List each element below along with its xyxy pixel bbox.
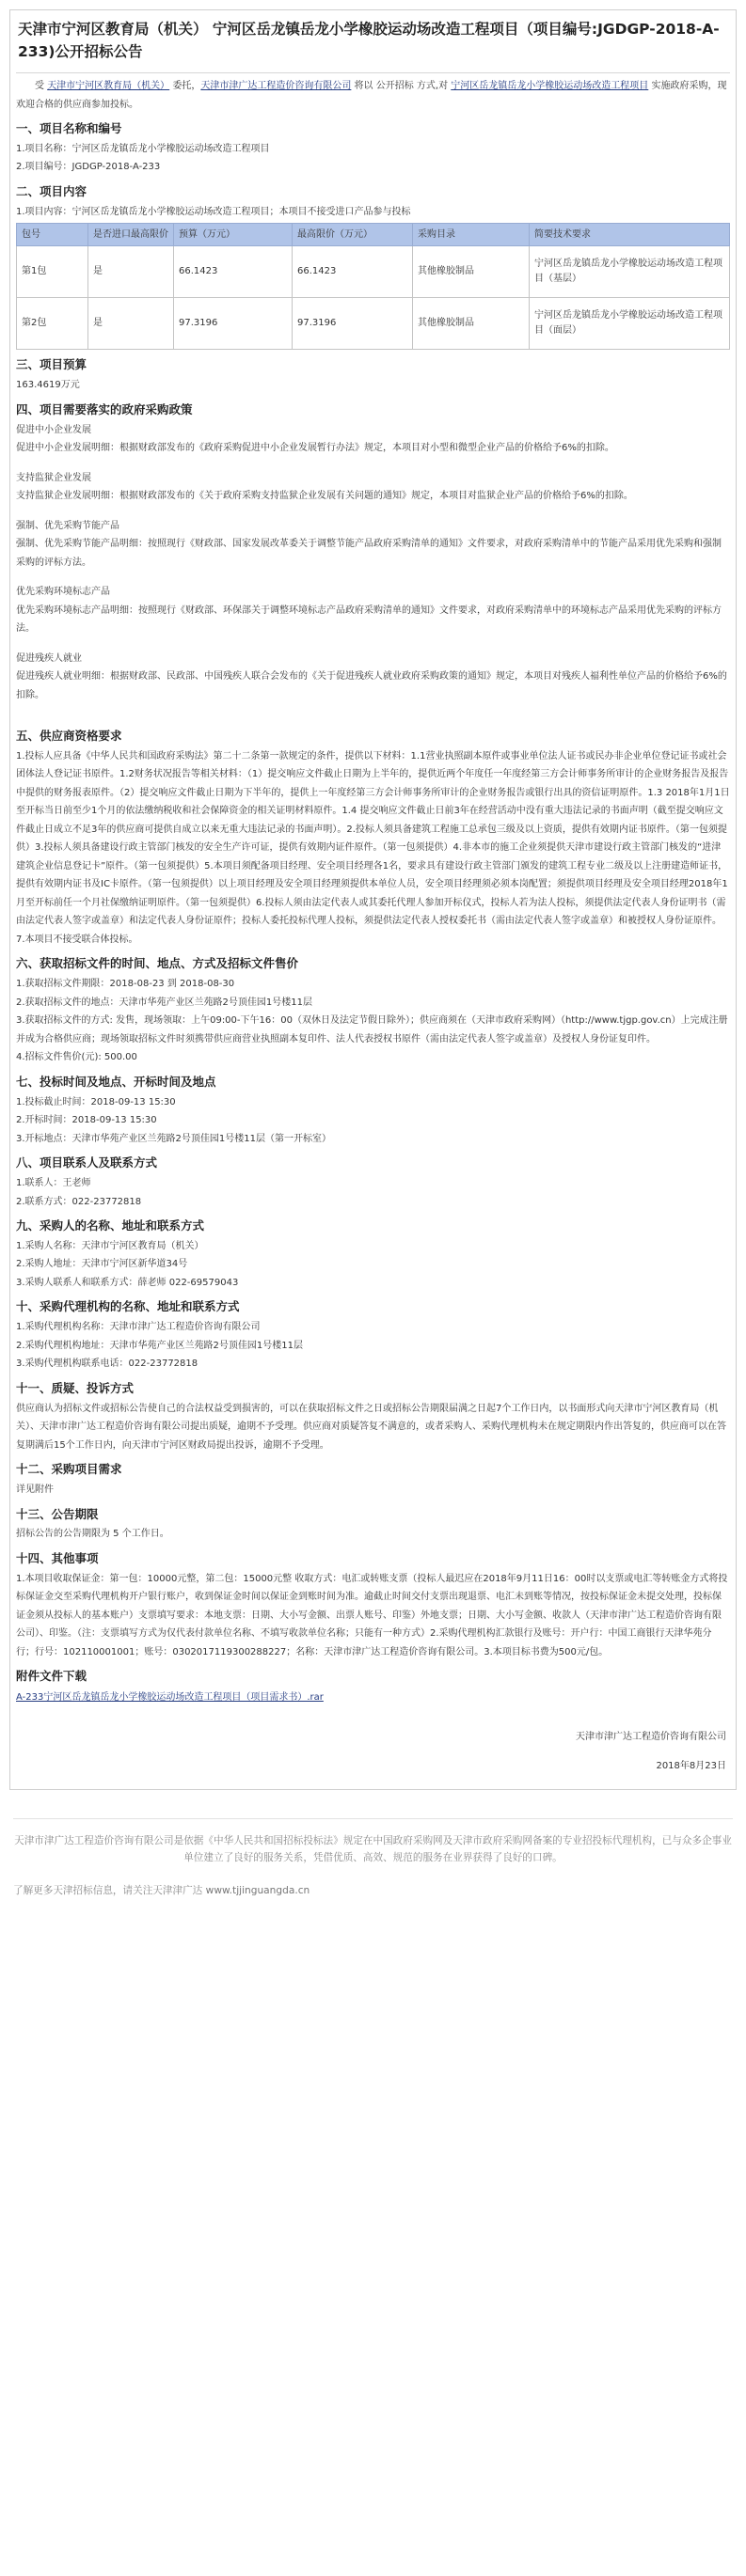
intro-text-4: 实施政府采购，现欢迎合格的供应商参加投标。: [16, 81, 727, 110]
footer-website-link[interactable]: www.tjjinguangda.cn: [205, 1884, 310, 1896]
signature-date: 2018年8月23日: [656, 1761, 726, 1772]
table-cell: 是: [88, 298, 174, 350]
policy-heading: 支持监狱企业发展: [16, 472, 91, 483]
table-cell: 其他橡胶制品: [413, 298, 530, 350]
intro-paragraph: [16, 77, 730, 114]
section-10-heading: 十、采购代理机构的名称、地址和联系方式: [16, 1299, 240, 1314]
policy-heading: 促进中小企业发展: [16, 424, 91, 435]
document-period-value: 2018-08-23 到 2018-08-30: [109, 979, 235, 990]
bid-opening-location-line: 3.开标地点：天津市华苑产业区兰苑路2号顶佳园1号楼11层（第一开标室）: [16, 1133, 331, 1144]
section-2-heading: 二、项目内容: [16, 183, 87, 198]
contact-phone-line: 2.联系方式：022-23772818: [16, 1196, 142, 1207]
budget-value: 163.4619万元: [16, 380, 80, 391]
purchaser-name-line: 1.采购人名称：天津市宁河区教育局（机关）: [16, 1240, 204, 1251]
intro-text-3: 将以 公开招标 方式,对: [351, 81, 452, 92]
section-6-heading: 六、获取招标文件的时间、地点、方式及招标文件售价: [16, 956, 299, 971]
qualification-body: 1.投标人应具备《中华人民共和国政府采购法》第二十二条第一款规定的条件，提供以下材料：1.1营业执照副本原件或事业单位法人证书或民办非企业单位登记证书或社会团体法人登记证书原件。1.2财务状况报告等相关材料：（1）提交响应文件截止日期为上半年的，提供近两个年度任一年度经第三方会计师事务所审计的企业财务报告及报告中提供的财务报表原件。（2）提交响应文件截止日期为下半年的，提供上一年度经第三方会计师事务所审计的企业财务报告或银行出具的资信证明原件。1.3 2018年1月1日至开标当日前至少1个月的依法缴纳税收和社会保障资金的相关证明材料原件。1.4 提交响应文件截止日前3年在经营活动中没有重大违法记录的书面声明（截至提交响应文件截止日成立不足3年的供应商可提供自成立以来无重大违法记录的书面声明）。2.投标人须具备建筑工程施工总承包三级及以上资质，提供有效期内证书原件。（第一包须提供）3.投标人须具备建设行政主管部门核发的安全生产许可证，提供有效期内证件原件。（第一包须提供）4.非本市的施工企业须提供天津市建设行政主管部门核发的“进津建筑企业信息登记卡”原件。（第一包须提供）5.本项目须配备项目经理、安全项目经理各1名，要求具有建设行政主管部门颁发的建筑工程专业二级及以上注册建造师证书，提供有效期内证书及IC卡原件。（第一包须提供）以上项目经理及安全项目经理须提供本单位人员，安全项目经理须必须本岗配置；须提供项目经理及安全项目经理2018年1月至开标前任一个月社保缴纳证明原件。（第一包须提供）6.投标人须由法定代表人或其委托代理人参加开标仪式，投标人若为法人投标，须提供法定代表人身份证明书（需由法定代表人签字或盖章）和法定代表人身份证原件；投标人委托投标代理人投标，须提供法定代表人授权委托书（需由法定代表人签字或盖章）和被授权人身份证原件。7.本项目不接受联合体投标。: [16, 750, 730, 945]
intro-client: 天津市宁河区教育局（机关）: [47, 81, 170, 92]
table-row: [17, 298, 730, 350]
spacer: [16, 638, 730, 650]
footer-disclaimer: 天津市津广达工程造价咨询有限公司是依据《中华人民共和国招标投标法》规定在中国政府采购网及天津市政府采购网备案的专业招投标代理机构，已与众多企事业单位建立了良好的服务关系，凭借优质、高效、规范的服务在业界获得了良好的口碑。: [13, 1818, 733, 1866]
policy-detail: 促进残疾人就业明细：根据财政部、民政部、中国残疾人联合会发布的《关于促进残疾人就业政府采购政策的通知》规定，本项目对残疾人福利性单位产品的价格给予6%的扣除。: [16, 671, 727, 700]
document-period-label: 1.获取招标文件期限：: [16, 979, 110, 990]
intro-text-1: 受: [35, 81, 48, 92]
policy-detail: 支持监狱企业发展明细：根据财政部发布的《关于政府采购支持监狱企业发展有关问题的通知》规定，本项目对监狱企业产品的价格给予6%的扣除。: [16, 491, 633, 502]
notice-period-line: 招标公告的公告期限为 5 个工作日。: [16, 1529, 169, 1540]
spacer: [16, 506, 730, 517]
table-cell: 第1包: [17, 246, 88, 298]
table-cell: 宁河区岳龙镇岳龙小学橡胶运动场改造工程项目（基层）: [530, 246, 730, 298]
policy-detail: 强制、优先采购节能产品明细：按照现行《财政部、国家发展改革委关于调整节能产品政府采购清单的通知》文件要求，对政府采购清单中的节能产品采用优先采购和强制采购的评标方法。: [16, 539, 722, 568]
footer-more-text: 了解更多天津招标信息，请关注天津津广达: [13, 1884, 203, 1896]
policy-heading: 优先采购环境标志产品: [16, 587, 110, 598]
contact-person-line: 1.联系人：王老师: [16, 1178, 91, 1189]
bid-deadline-line: 1.投标截止时间：2018-09-13 15:30: [16, 1096, 176, 1107]
announcement-frame: [9, 9, 737, 1790]
section-13-heading: 十三、公告期限: [16, 1506, 99, 1521]
section-12-heading: 十二、采购项目需求: [16, 1462, 122, 1477]
agency-address-line: 2.采购代理机构地址：天津市华苑产业区兰苑路2号顶佳园1号楼11层: [16, 1340, 303, 1351]
complaint-body: 供应商认为招标文件或招标公告使自己的合法权益受到损害的，可以在获取招标文件之日或招标公告期限届满之日起7个工作日内，以书面形式向天津市宁河区教育局（机关）、天津市津广达工程造价咨询有限公司提出质疑，逾期不予受理。供应商对质疑答复不满意的，或者采购人、采购代理机构未在规定期限内作出答复的，供应商可以在答复期满后15个工作日内，向天津市宁河区财政局提出投诉，逾期不予受理。: [16, 1403, 726, 1451]
agency-phone-line: 3.采购代理机构联系电话：022-23772818: [16, 1359, 198, 1370]
section-1-heading: 一、项目名称和编号: [16, 121, 122, 136]
table-cell: 97.3196: [293, 298, 413, 350]
purchaser-contact-line: 3.采购人联系人和联系方式：薛老师 022-69579043: [16, 1277, 239, 1288]
other-matters-body: 1.本项目收取保证金：第一包：10000元整，第二包：15000元整 收取方式：电汇或转账支票（投标人最迟应在2018年9月11日16：00时以支票或电汇等转账金方式将投标保证金交至采购代理机构开户银行账户，收到保证金时间以保证金到账时间为准。逾截止时间交付支票出现退票、电汇未到账等情况，按投标保证金未提交处理，投标保证金须从投标人的基本账户）支票填写要求：本地支票：日期、大小写金额、出票人账号、印鉴）外地支票；日期、大小写金额、收款人（天津市津广达工程造价咨询有限公司）、印鉴。（注：支票填写方式为仅代表付款单位名称、不填写收款单位名称；只能有一种方式）2.采购代理机构汇款银行及账号：开户行：中国工商银行天津华苑分行；行号：102110001001；账号：0302017119300288227；名称：天津市津广达工程造价咨询有限公司。3.本项目标书费为500元/包。: [16, 1573, 728, 1657]
policy-heading: 强制、优先采购节能产品: [16, 520, 119, 531]
document-method-line: 3.获取招标文件的方式: 发售，现场领取：上午09:00-下午16：00（双休日及法定节假日除外）；供应商须在（天津市政府采购网）（http://www.tjgp.gov.cn）上完成注册并成为合格供应商；现场领取招标文件时须携带供应商营业执照副本复印件、法人代表授权书原件（需由法定代表人签字或盖章）及授权人身份证复印件。: [16, 1015, 728, 1045]
document-location-line: 2.获取招标文件的地点：天津市华苑产业区兰苑路2号顶佳园1号楼11层: [16, 997, 312, 1008]
intro-text-2: 委托，: [169, 81, 201, 92]
intro-agent: 天津市津广达工程造价咨询有限公司: [200, 81, 352, 92]
table-cell: 66.1423: [293, 246, 413, 298]
table-header-row: [17, 224, 730, 246]
table-header-cell: 是否进口最高限价: [88, 224, 174, 246]
footer-more-info: [13, 1881, 733, 1901]
spacer: [16, 572, 730, 583]
table-cell: 第2包: [17, 298, 88, 350]
attachment-download-link[interactable]: A-233宁河区岳龙镇岳龙小学橡胶运动场改造工程项目（项目需求书）.rar: [16, 1692, 324, 1704]
requirements-line: 详见附件: [16, 1484, 54, 1496]
bid-opening-time-line: 2.开标时间：2018-09-13 15:30: [16, 1115, 157, 1126]
table-header-cell: 包号: [17, 224, 88, 246]
table-cell: 是: [88, 246, 174, 298]
spacer: [16, 704, 730, 721]
table-header-cell: 最高限价（万元）: [293, 224, 413, 246]
section-4-heading: 四、项目需要落实的政府采购政策: [16, 401, 193, 416]
table-header-cell: 简要技术要求: [530, 224, 730, 246]
project-content-line: 1.项目内容：宁河区岳龙镇岳龙小学橡胶运动场改造工程项目；本项目不接受进口产品参与投标: [16, 206, 411, 217]
page: [9, 0, 737, 1917]
table-cell: 97.3196: [174, 298, 293, 350]
document-period-line: [16, 975, 730, 994]
agency-name-line: 1.采购代理机构名称：天津市津广达工程造价咨询有限公司: [16, 1322, 261, 1333]
section-5-heading: 五、供应商资格要求: [16, 729, 122, 744]
section-7-heading: 七、投标时间及地点、开标时间及地点: [16, 1074, 216, 1089]
page-title: 天津市宁河区教育局（机关） 宁河区岳龙镇岳龙小学橡胶运动场改造工程项目（项目编号:JGDGP-2018-A-233)公开招标公告: [16, 10, 730, 73]
section-3-heading: 三、项目预算: [16, 357, 87, 372]
policy-heading: 促进残疾人就业: [16, 652, 82, 664]
package-table: [16, 223, 730, 350]
policy-detail: 优先采购环境标志产品明细：按照现行《财政部、环保部关于调整环境标志产品政府采购清单的通知》文件要求，对政府采购清单中的环境标志产品采用优先采购的评标方法。: [16, 605, 722, 635]
project-number-line: 2.项目编号：JGDGP-2018-A-233: [16, 162, 161, 173]
spacer: [16, 458, 730, 469]
section-9-heading: 九、采购人的名称、地址和联系方式: [16, 1218, 205, 1233]
section-14-heading: 十四、其他事项: [16, 1550, 99, 1565]
policy-detail: 促进中小企业发展明细：根据财政部发布的《政府采购促进中小企业发展暂行办法》规定，本项目对小型和微型企业产品的价格给予6%的扣除。: [16, 443, 614, 454]
document-price-line: 4.招标文件售价(元): 500.00: [16, 1052, 137, 1063]
signature-organization: 天津市津广达工程造价咨询有限公司: [576, 1731, 726, 1742]
table-header-cell: 采购目录: [413, 224, 530, 246]
section-8-heading: 八、项目联系人及联系方式: [16, 1155, 158, 1170]
table-cell: 宁河区岳龙镇岳龙小学橡胶运动场改造工程项目（面层）: [530, 298, 730, 350]
attachment-heading: 附件文件下载: [16, 1669, 87, 1684]
intro-project: 宁河区岳龙镇岳龙小学橡胶运动场改造工程项目: [451, 81, 649, 92]
purchaser-address-line: 2.采购人地址：天津市宁河区新华道34号: [16, 1259, 188, 1270]
table-header-cell: 预算（万元）: [174, 224, 293, 246]
project-name-line: 1.项目名称：宁河区岳龙镇岳龙小学橡胶运动场改造工程项目: [16, 143, 270, 154]
table-cell: 66.1423: [174, 246, 293, 298]
table-cell: 其他橡胶制品: [413, 246, 530, 298]
section-11-heading: 十一、质疑、投诉方式: [16, 1380, 135, 1395]
table-row: [17, 246, 730, 298]
